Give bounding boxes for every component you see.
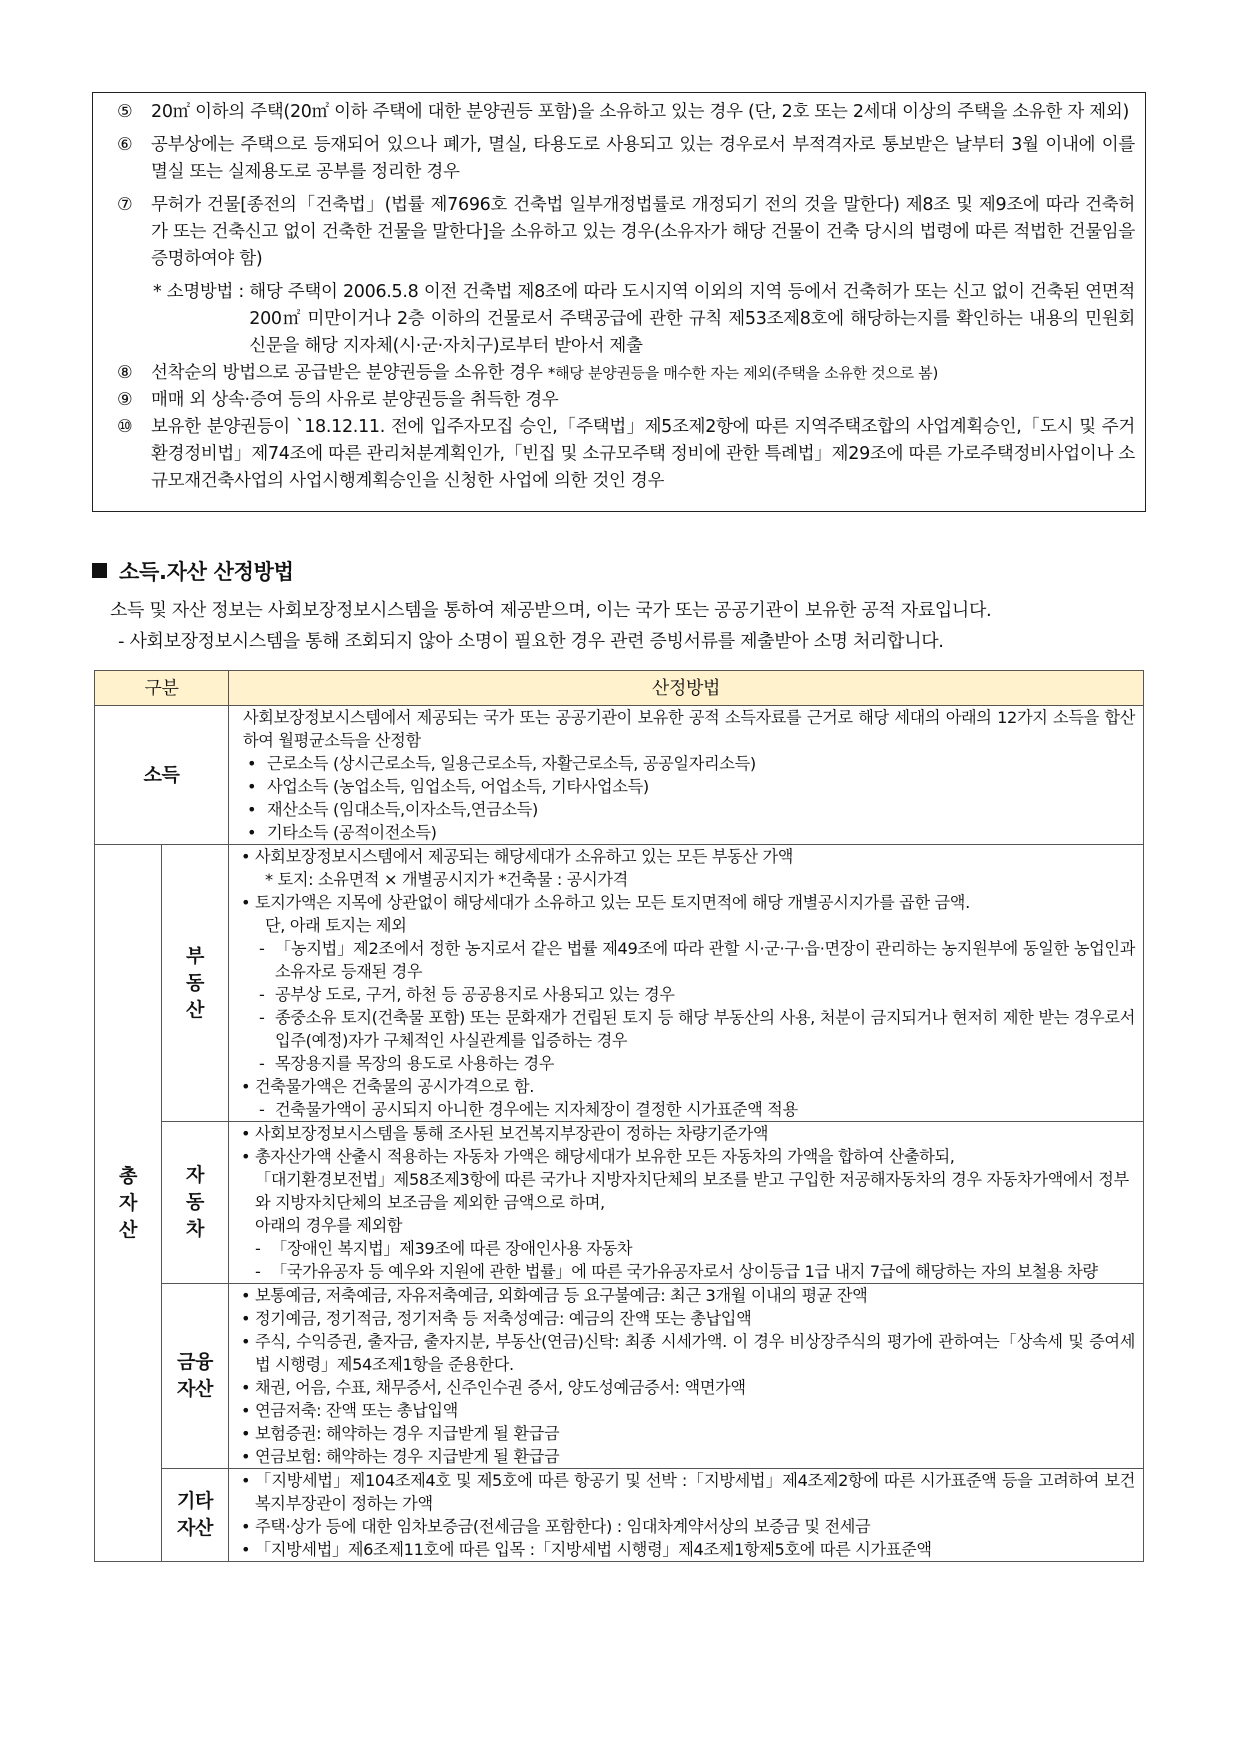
list-item: • 「지방세법」제104조제4호 및 제5호에 따른 항공기 및 선박 :「지방세법」제4조제2항에 따른 시가표준액 등을 고려하여 보건복지부장관이 정하는 가액 (241, 1471, 1135, 1513)
item-text: 보유한 분양권등이 `18.12.11. 전에 입주자모집 승인,「주택법」제5조제2항에 따른 지역주택조합의 사업계획승인,「도시 및 주거환경정비법」제74조에 따른 관리처분계획인가,「빈집 및 소규모주택 정비에 관한 특례법」제29조에 따른 가로주택정비사업이나 소규모재건축사업의 사업시행계획승인을 신청한 사업에 의한 것인 경우 (151, 417, 1135, 491)
row-label-real-estate: 부 동 산 (162, 845, 229, 1122)
asset-table (94, 670, 1144, 1562)
list-subitem: 단, 아래 토지는 제외 (265, 916, 407, 935)
table-row (95, 706, 1144, 845)
table-header-row (95, 671, 1144, 706)
intro-line: 소득 및 자산 정보는 사회보장정보시스템을 통하여 제공받으며, 이는 국가 또는 공공기관이 보유한 공적 자료입니다. (110, 600, 992, 621)
item-note: *해당 분양권등을 매수한 자는 제외(주택을 소유한 것으로 봄) (547, 364, 939, 382)
list-item (103, 360, 1135, 387)
item-text: 공부상에는 주택으로 등재되어 있으나 폐가, 멸실, 타용도로 사용되고 있는 경우로서 부적격자로 통보받은 날부터 3월 이내에 이를 멸실 또는 실제용도로 공부를 정리한 경우 (151, 135, 1135, 182)
list-item: • 정기예금, 정기적금, 정기저축 등 저축성예금: 예금의 잔액 또는 총납입액 (241, 1309, 752, 1328)
other-assets-content (229, 1469, 1144, 1562)
car-content (229, 1122, 1144, 1284)
list-item (103, 132, 1135, 186)
header-category: 구분 (95, 671, 229, 706)
row-label-income: 소득 (95, 706, 229, 845)
row-label-finance: 금융 자산 (162, 1284, 229, 1469)
item-number: ⑨ (117, 390, 133, 410)
list-item: • 기타소득 (공적이전소득) (247, 823, 437, 842)
income-text: 사회보장정보시스템에서 제공되는 국가 또는 공공기관이 보유한 공적 소득자료를 근거로 해당 세대의 아래의 12가지 소득을 합산하여 월평균소득을 산정함 (243, 708, 1135, 750)
item-number: ⑥ (117, 135, 133, 155)
table-row (95, 845, 1144, 1122)
list-item (103, 99, 1135, 126)
dash-item: - 「농지법」제2조에서 정한 농지로서 같은 법률 제49조에 따라 관할 시·군·구·읍·면장이 관리하는 농지원부에 동일한 농업인과 소유자로 등재된 경우 (259, 939, 1135, 981)
square-bullet-icon (92, 563, 107, 578)
list-subitem: 아래의 경우를 제외함 (255, 1216, 403, 1235)
section-intro (110, 595, 1146, 657)
list-continuation: 「대기환경보전법」제58조제3항에 따른 국가나 지방자치단체의 보조를 받고 구입한 저공해자동차의 경우 자동차가액에서 정부와 지방자치단체의 보조금을 제외한 금액으로 하며, (255, 1170, 1129, 1212)
list-item: • 「지방세법」제6조제11호에 따른 입목 :「지방세법 시행령」제4조제1항제5호에 따른 시가표준액 (241, 1540, 932, 1559)
list-item: • 재산소득 (임대소득,이자소득,연금소득) (247, 800, 538, 819)
list-item: • 주택·상가 등에 대한 임차보증금(전세금을 포함한다) : 임대차계약서상의 보증금 및 전세금 (241, 1517, 871, 1536)
list-item: • 보험증권: 해약하는 경우 지급받게 될 환급금 (241, 1424, 560, 1443)
list-item: • 사업소득 (농업소득, 임업소득, 어업소득, 기타사업소득) (247, 777, 649, 796)
list-item (103, 192, 1135, 273)
real-estate-content (229, 845, 1144, 1122)
list-item: • 건축물가액은 건축물의 공시가격으로 함. (241, 1077, 535, 1096)
section-title-text: 소득.자산 산정방법 (119, 560, 294, 584)
proof-text: 해당 주택이 2006.5.8 이전 건축법 제8조에 따라 도시지역 이외의 지역 등에서 건축허가 또는 신고 없이 건축된 연면적 200㎡ 미만이거나 2층 이하의 건물로서 주택공급에 관한 규칙 제53조제8호에 해당하는지를 확인하는 내용의 민원회신문을 해당 지자체(시·군·자치구)로부터 받아서 제출 (249, 282, 1135, 356)
row-label-other-assets: 기타 자산 (162, 1469, 229, 1562)
item-number: ⑤ (117, 102, 133, 122)
item-text: 20㎡ 이하의 주택(20㎡ 이하 주택에 대한 분양권등 포함)을 소유하고 있는 경우 (단, 2호 또는 2세대 이상의 주택을 소유한 자 제외) (151, 102, 1129, 122)
header-method: 산정방법 (229, 671, 1144, 706)
dash-item: - 「국가유공자 등 예우와 지원에 관한 법률」에 따른 국가유공자로서 상이등급 1급 내지 7급에 해당하는 자의 보철용 차량 (255, 1262, 1098, 1281)
dash-item: - 목장용지를 목장의 용도로 사용하는 경우 (259, 1054, 555, 1073)
list-item: • 주식, 수익증권, 출자금, 출자지분, 부동산(연금)신탁: 최종 시세가액. 이 경우 비상장주식의 평가에 관하여는「상속세 및 증여세법 시행령」제54조제1항을 준용한다. (241, 1332, 1135, 1374)
item-number: ⑦ (117, 195, 133, 215)
dash-item: - 종중소유 토지(건축물 포함) 또는 문화재가 건립된 토지 등 해당 부동산의 사용, 처분이 금지되거나 현저히 제한 받는 경우로서 입주(예정)자가 구체적인 사실관계를 입증하는 경우 (259, 1008, 1135, 1050)
list-item: • 채권, 어음, 수표, 채무증서, 신주인수권 증서, 양도성예금증서: 액면가액 (241, 1378, 746, 1397)
list-item: • 사회보장정보시스템을 통해 조사된 보건복지부장관이 정하는 차량기준가액 (241, 1124, 769, 1143)
list-item: • 총자산가액 산출시 적용하는 자동차 가액은 해당세대가 보유한 모든 자동차의 가액을 합하여 산출하되, (241, 1147, 955, 1166)
section-title (92, 556, 294, 586)
list-item: • 토지가액은 지목에 상관없이 해당세대가 소유하고 있는 모든 토지면적에 해당 개별공시지가를 곱한 금액. (241, 893, 970, 912)
dash-item: - 「장애인 복지법」제39조에 따른 장애인사용 자동차 (255, 1239, 633, 1258)
criteria-box (92, 92, 1146, 512)
table-row (95, 1469, 1144, 1562)
dash-item: - 건축물가액이 공시되지 아니한 경우에는 지자체장이 결정한 시가표준액 적용 (259, 1100, 798, 1119)
table-row (95, 1284, 1144, 1469)
intro-note: - 사회보장정보시스템을 통해 조회되지 않아 소명이 필요한 경우 관련 증빙서류를 제출받아 소명 처리합니다. (118, 631, 944, 652)
proof-method (103, 279, 1135, 360)
list-item (103, 387, 1135, 414)
item-text (151, 360, 1135, 387)
item-text: 매매 외 상속·증여 등의 사유로 분양권등을 취득한 경우 (151, 390, 559, 410)
row-label-car: 자 동 차 (162, 1122, 229, 1284)
income-content (229, 706, 1144, 845)
list-item (103, 414, 1135, 495)
list-item: • 연금보험: 해약하는 경우 지급받게 될 환급금 (241, 1447, 560, 1466)
table-row (95, 1122, 1144, 1284)
list-item: • 보통예금, 저축예금, 자유저축예금, 외화예금 등 요구불예금: 최근 3개월 이내의 평균 잔액 (241, 1286, 868, 1305)
list-item: • 근로소득 (상시근로소득, 일용근로소득, 자활근로소득, 공공일자리소득) (247, 754, 756, 773)
list-subitem: * 토지: 소유면적 × 개별공시지가 *건축물 : 공시가격 (265, 870, 628, 889)
proof-label: * 소명방법 : (153, 282, 250, 302)
item-text: 무허가 건물[종전의「건축법」(법률 제7696호 건축법 일부개정법률로 개정되기 전의 것을 말한다) 제8조 및 제9조에 따라 건축허가 또는 건축신고 없이 건축한 건물을 말한다]을 소유하고 있는 경우(소유자가 해당 건물이 건축 당시의 법령에 따른 적법한 건물임을 증명하여야 함) (151, 195, 1135, 269)
item-number: ⑩ (117, 417, 133, 437)
dash-item: - 공부상 도로, 구거, 하천 등 공공용지로 사용되고 있는 경우 (259, 985, 675, 1004)
finance-content (229, 1284, 1144, 1469)
list-item: • 연금저축: 잔액 또는 총납입액 (241, 1401, 458, 1420)
row-label-total-assets: 총 자 산 (95, 845, 162, 1562)
item-number: ⑧ (117, 363, 133, 383)
list-item: • 사회보장정보시스템에서 제공되는 해당세대가 소유하고 있는 모든 부동산 가액 (241, 847, 794, 866)
item-main: 선착순의 방법으로 공급받은 분양권등을 소유한 경우 (151, 363, 543, 383)
